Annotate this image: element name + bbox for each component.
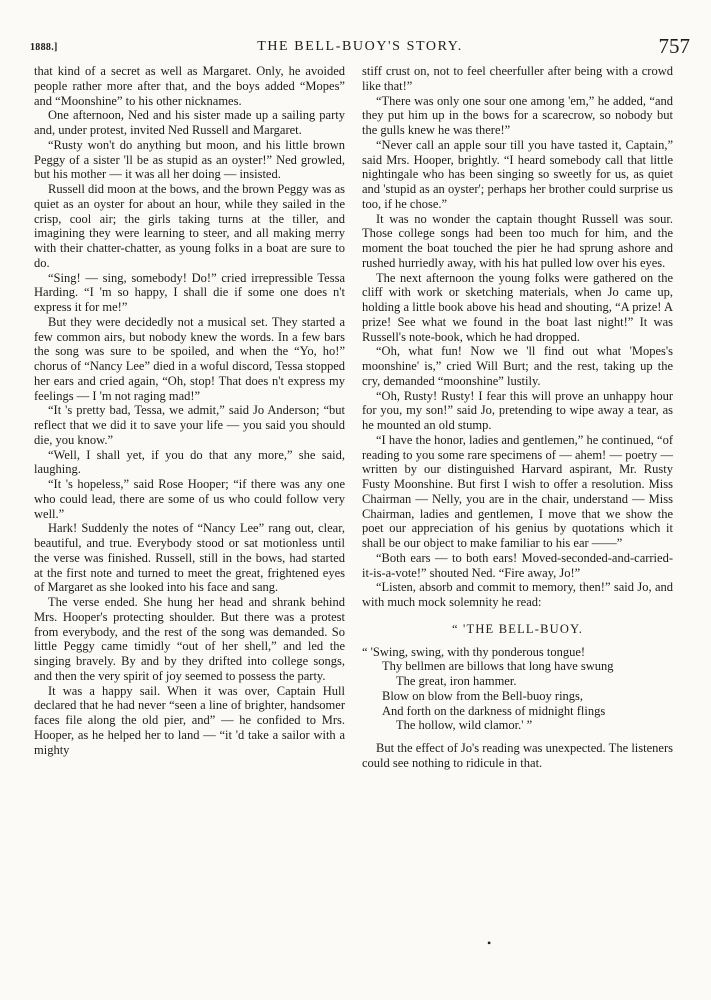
paragraph: “Listen, absorb and commit to memory, then!” said Jo, and with much mock solemnity he read: (362, 580, 673, 609)
paragraph: But they were decidedly not a musical set. They started a few common airs, but nobody knew the words. In a few bars the song was sure to be spoiled, and when the “Yo, ho!” chorus of “Nancy Lee” died in a woful discord, Tessa stopped her ears and cried again, “Oh, stop! That does n't express my feelings — I 'm not raging mad!” (34, 314, 345, 403)
paragraph: “I have the honor, ladies and gentlemen,” he continued, “of reading to you some rare specimens of — ahem! — poetry — written by our distinguished Harvard aspirant, Mr. Rusty Fusty Moonshine. But first I wish to offer a resolution. Miss Chairman — Nelly, you are in the chair, understand — Miss Chairman, ladies and gentlemen, I move that we show the poet our appreciation of his genius by quotations which it shall be our object to make familiar to his ear ——” (362, 432, 673, 550)
poem-line: Thy bellmen are billows that long have swung (382, 659, 614, 674)
paragraph: It was no wonder the captain thought Russell was sour. Those college songs had been too much for him, and the moment the boat touched the pier he had sprung ashore and rushed hurriedly away, with his hat pulled low over his eyes. (362, 211, 673, 270)
paragraph: “Sing! — sing, somebody! Do!” cried irrepressible Tessa Harding. “I 'm so happy, I shall die if some one does n't express it for me!” (34, 270, 345, 314)
paragraph: One afternoon, Ned and his sister made up a sailing party and, under protest, invited Ned Russell and Margaret. (34, 108, 345, 137)
paragraph: “Both ears — to both ears! Moved-seconded-and-carried-it-is-a-vote!” shouted Ned. “Fire away, Jo!” (362, 550, 673, 580)
paragraph: “It 's hopeless,” said Rose Hooper; “if there was any one who could lead, there are some of us who could follow very well.” (34, 477, 345, 521)
poem-line: And forth on the darkness of midnight flings (382, 703, 606, 718)
paragraph: It was a happy sail. When it was over, Captain Hull declared that he had never “seen a line of brighter, handsomer faces file along the old pier, and” — he confided to Mrs. Hooper, as he helped her to land — “it 'd take a sailor with a mighty (34, 683, 345, 757)
paragraph: “It 's pretty bad, Tessa, we admit,” said Jo Anderson; “but reflect that we did it to save your life — you said you should die, you know.” (34, 403, 345, 447)
paragraph: “Never call an apple sour till you have tasted it, Captain,” said Mrs. Hooper, brightly. “I heard somebody call that little nightingale who has been singing so sweetly for us, as quiet and 'stupid as an oyster'; perhaps her brother could surprise us too, if he chose.” (362, 137, 673, 211)
paragraph: stiff crust on, not to feel cheerfuller after being with a crowd like that!” (362, 64, 673, 93)
paragraph: “Rusty won't do anything but moon, and his little brown Peggy of a sister 'll be as stupid as an oyster!” Ned growled, but his mother — it was all her doing — insisted. (34, 137, 345, 182)
poem-line: Blow on blow from the Bell-buoy rings, (382, 688, 584, 703)
running-header (30, 36, 690, 60)
paragraph: that kind of a secret as well as Margaret. Only, he avoided people rather more after that, and the boys added “Mopes” and “Moonshine” to his other nicknames. (34, 64, 345, 108)
running-title: THE BELL-BUOY'S STORY. (257, 39, 463, 54)
poem-title: “ 'THE BELL-BUOY. (451, 621, 584, 636)
paragraph: The next afternoon the young folks were gathered on the cliff with work or sketching materials, when Jo came up, holding a little book above his head and shouting, “A prize! A prize! See what we found in the boat last night!” It was Russell's note-book, which he had dropped. (362, 270, 673, 344)
left-column (34, 64, 345, 757)
poem (362, 645, 673, 734)
poem-line: “ 'Swing, swing, with thy ponderous tongue! (362, 644, 586, 659)
paragraph: “Oh, Rusty! Rusty! I fear this will prove an unhappy hour for you, my son!” said Jo, pretending to wipe away a tear, as he mounted an old stump. (362, 388, 673, 432)
page-mark: • (487, 936, 492, 950)
paragraph: Hark! Suddenly the notes of “Nancy Lee” rang out, clear, beautiful, and true. Everybody stood or sat motionless until the verse was finished. Russell, still in the bows, had started at the first note and turned to meet the great, frightened eyes of Margaret as she looked into his face and sang. (34, 521, 345, 595)
paragraph: “Oh, what fun! Now we 'll find out what 'Mopes's moonshine' is,” cried Will Burt; and the rest, taking up the cry, demanded “moonshine” lustily. (362, 344, 673, 388)
issue-year: 1888.] (30, 42, 58, 53)
paragraph: But the effect of Jo's reading was unexpected. The listeners could see nothing to ridicule in that. (362, 741, 673, 770)
paragraph: Russell did moon at the bows, and the brown Peggy was as quiet as an oyster for about an hour, while they sailed in the crisp, cool air; the girls taking turns at the tiller, and imagining they were learning to steer, and all making merry with their chatter-chatter, as young folks in a boat are sure to do. (34, 182, 345, 270)
paragraph: “Well, I shall yet, if you do that any more,” she said, laughing. (34, 447, 345, 477)
poem-line: The great, iron hammer. (396, 674, 517, 688)
page-number: 757 (658, 34, 690, 58)
paragraph: “There was only one sour one among 'em,” he added, “and they put him up in the bows for a scarecrow, so nobody but the gulls knew he was there!” (362, 93, 673, 137)
poem-line: The hollow, wild clamor.' ” (396, 718, 533, 733)
right-column (362, 64, 673, 771)
paragraph: The verse ended. She hung her head and shrank behind Mrs. Hooper's protecting shoulder. But there was a protest from everybody, and the rest of the song was demanded. So little Peggy came timidly “out of her shell,” and led the singing bravely. By and by they drifted into college songs, and then the very spirit of joy seemed to possess the party. (34, 595, 345, 683)
